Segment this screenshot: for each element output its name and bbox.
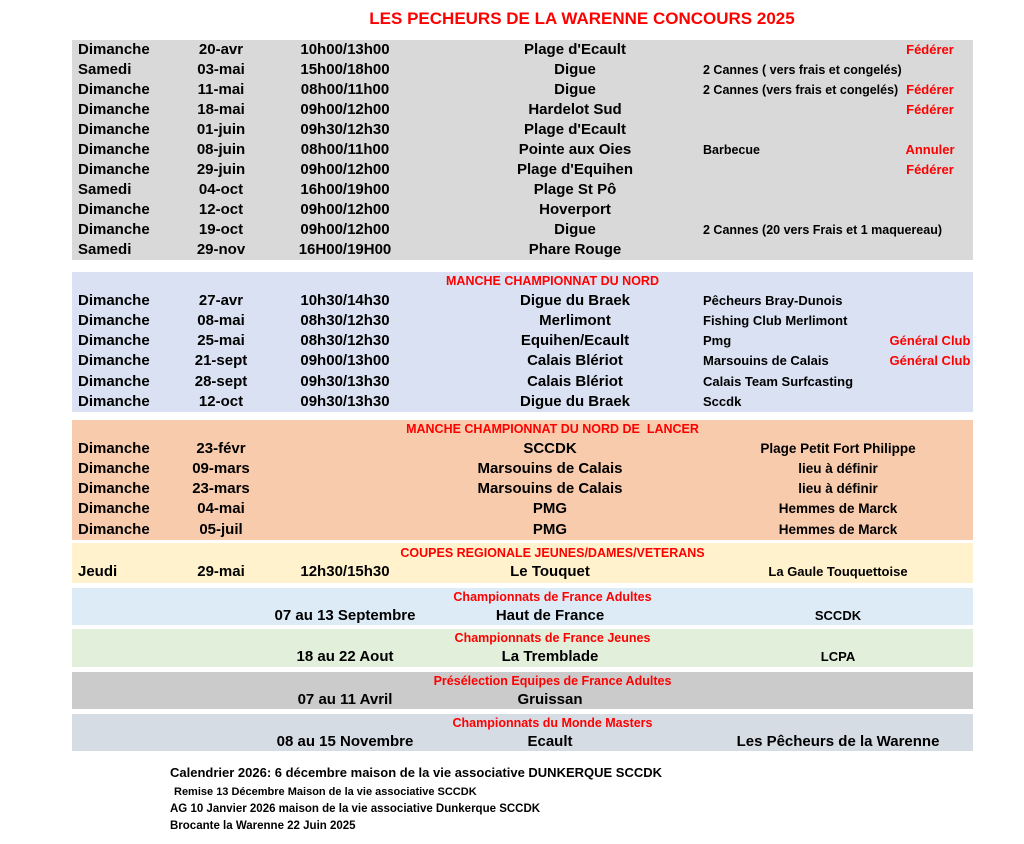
day-cell: Dimanche (78, 101, 150, 118)
time-cell: 08h00/11h00 (300, 81, 390, 98)
page-title: LES PECHEURS DE LA WARENNE CONCOURS 2025 (369, 9, 795, 28)
time-cell: 08h30/12h30 (300, 332, 390, 349)
location-cell: Hemmes de Marck (778, 501, 898, 517)
date-cell: 11-mai (197, 81, 245, 98)
table-row (72, 392, 973, 412)
table-row (72, 372, 973, 392)
table-row (72, 499, 973, 519)
date-cell: 09-mars (192, 459, 250, 477)
day-cell: Samedi (78, 61, 132, 78)
organizer-cell: PMG (532, 520, 568, 538)
table-row (72, 220, 973, 240)
date-cell: 21-sept (194, 352, 248, 370)
day-cell: Jeudi (78, 563, 118, 581)
table-row (72, 520, 973, 540)
day-cell: Dimanche (78, 121, 150, 138)
time-cell: 09h30/12h30 (300, 121, 390, 138)
section-france-adultes (72, 588, 973, 625)
status-cell: Annuler (905, 142, 955, 157)
time-cell: 08h30/12h30 (300, 311, 390, 329)
time-cell: 12h30/15h30 (300, 563, 390, 581)
date-cell: 08-mai (197, 311, 245, 329)
table-row (72, 80, 973, 100)
table-row (72, 140, 973, 160)
club-cell: SCCDK (814, 608, 862, 623)
footer-note-remise: Remise 13 Décembre Maison de la vie associative SCCDK (174, 786, 477, 798)
table-row (72, 240, 973, 260)
organizer-cell: PMG (532, 500, 568, 518)
table-row (72, 311, 973, 331)
date-cell: 08-juin (196, 141, 246, 158)
date-cell: 01-juin (196, 121, 246, 138)
day-cell: Samedi (78, 241, 132, 258)
place-cell: Haut de France (495, 607, 605, 624)
table-row (72, 60, 973, 80)
day-cell: Dimanche (78, 439, 150, 457)
section-header: Championnats du Monde Masters (452, 716, 653, 730)
place-cell: Digue du Braek (519, 392, 631, 410)
date-cell: 27-avr (198, 291, 244, 309)
club-cell: LCPA (820, 649, 856, 664)
day-cell: Dimanche (78, 221, 150, 238)
status-cell: Fédérer (906, 102, 954, 117)
day-cell: Dimanche (78, 291, 150, 309)
location-cell: lieu à définir (798, 481, 878, 497)
date-range-cell: 07 au 11 Avril (297, 691, 393, 708)
day-cell: Samedi (78, 181, 132, 198)
organizer-cell: SCCDK (523, 439, 577, 457)
club-cell: La Gaule Touquettoise (768, 564, 908, 580)
place-cell: Phare Rouge (528, 241, 622, 258)
table-row (72, 120, 973, 140)
place-cell: Pointe aux Oies (518, 141, 632, 158)
club-cell: Les Pêcheurs de la Warenne (736, 733, 940, 750)
time-cell: 09h30/13h30 (300, 372, 390, 390)
date-cell: 04-oct (198, 181, 244, 198)
table-row (72, 479, 973, 499)
day-cell: Dimanche (78, 352, 150, 370)
date-cell: 23-mars (192, 480, 250, 498)
place-cell: Gruissan (517, 691, 583, 708)
club-cell: Marsouins de Calais (703, 353, 829, 369)
footer-note-calendrier: Calendrier 2026: 6 décembre maison de la vie associative DUNKERQUE SCCDK (170, 765, 663, 780)
place-cell: Hoverport (539, 201, 611, 218)
section-preselection (72, 672, 973, 709)
time-cell: 15h00/18h00 (300, 61, 390, 78)
section-championnat-nord-lancer (72, 420, 973, 540)
location-cell: Hemmes de Marck (778, 521, 898, 537)
date-range-cell: 08 au 15 Novembre (276, 733, 414, 750)
date-cell: 04-mai (197, 500, 245, 518)
status-cell: Fédérer (906, 162, 954, 177)
table-row (72, 160, 973, 180)
date-cell: 05-juil (199, 520, 243, 538)
time-cell: 10h00/13h00 (300, 41, 390, 58)
section-header: Championnats de France Jeunes (454, 631, 651, 645)
day-cell: Dimanche (78, 332, 150, 349)
date-cell: 19-oct (198, 221, 244, 238)
date-cell: 03-mai (197, 61, 245, 78)
organizer-cell: Marsouins de Calais (477, 459, 623, 477)
table-row (72, 331, 973, 351)
day-cell: Dimanche (78, 392, 150, 410)
date-cell: 29-nov (196, 241, 246, 258)
club-cell: Sccdk (703, 393, 742, 409)
time-cell: 16H00/19H00 (298, 241, 392, 258)
place-cell: Calais Blériot (527, 372, 623, 390)
day-cell: Dimanche (78, 201, 150, 218)
section-header: Championnats de France Adultes (453, 590, 652, 604)
status-cell: Général Club (889, 353, 971, 369)
section-monde-masters (72, 714, 973, 751)
date-cell: 25-mai (197, 332, 245, 349)
date-cell: 28-sept (194, 372, 248, 390)
place-cell: Ecault (527, 733, 573, 750)
note-cell: 2 Cannes (20 vers Frais et 1 maquereau) (703, 223, 943, 237)
table-row (72, 439, 973, 459)
table-row (72, 351, 973, 371)
location-cell: Plage Petit Fort Philippe (760, 440, 916, 456)
table-row (72, 732, 973, 752)
section-coupes-regionale (72, 543, 973, 583)
table-row (72, 459, 973, 479)
date-cell: 29-mai (197, 563, 245, 581)
place-cell: Plage d'Equihen (516, 161, 634, 178)
place-cell: Plage d'Ecault (524, 41, 626, 58)
organizer-cell: Marsouins de Calais (477, 480, 623, 498)
footer-note-ag: AG 10 Janvier 2026 maison de la vie associative Dunkerque SCCDK (170, 803, 541, 815)
club-cell: Pmg (703, 333, 732, 348)
place-cell: Plage d'Ecault (524, 121, 626, 138)
place-cell: Digue (554, 61, 596, 78)
day-cell: Dimanche (78, 311, 150, 329)
place-cell: Equihen/Ecault (520, 332, 630, 349)
time-cell: 09h00/12h00 (300, 161, 390, 178)
time-cell: 10h30/14h30 (300, 291, 390, 309)
date-cell: 20-avr (198, 41, 244, 58)
table-row (72, 200, 973, 220)
date-range-cell: 18 au 22 Aout (296, 648, 394, 665)
section-concours (72, 40, 973, 260)
place-cell: Merlimont (539, 311, 611, 329)
place-cell: Hardelot Sud (528, 101, 622, 118)
place-cell: Digue (554, 81, 596, 98)
time-cell: 08h00/11h00 (300, 141, 390, 158)
section-header: COUPES REGIONALE JEUNES/DAMES/VETERANS (400, 545, 705, 560)
table-row (72, 291, 973, 311)
table-row (72, 180, 973, 200)
day-cell: Dimanche (78, 520, 150, 538)
time-cell: 09h00/13h00 (300, 352, 390, 370)
note-cell: 2 Cannes (vers frais et congelés) (703, 83, 899, 97)
section-header: Présélection Equipes de France Adultes (433, 674, 672, 688)
day-cell: Dimanche (78, 161, 150, 178)
date-cell: 12-oct (198, 201, 244, 218)
date-cell: 23-févr (196, 439, 246, 457)
time-cell: 09h00/12h00 (300, 101, 390, 118)
club-cell: Fishing Club Merlimont (703, 312, 848, 328)
day-cell: Dimanche (78, 500, 150, 518)
club-cell: Pêcheurs Bray-Dunois (703, 292, 843, 308)
section-france-jeunes (72, 629, 973, 667)
time-cell: 09h00/12h00 (300, 221, 390, 238)
note-cell: Barbecue (703, 143, 760, 157)
date-cell: 12-oct (198, 392, 244, 410)
day-cell: Dimanche (78, 459, 150, 477)
table-row (72, 606, 973, 626)
status-cell: Fédérer (906, 42, 954, 57)
day-cell: Dimanche (78, 141, 150, 158)
note-cell: 2 Cannes ( vers frais et congelés) (703, 63, 902, 77)
status-cell: Fédérer (906, 82, 954, 97)
time-cell: 16h00/19h00 (300, 181, 390, 198)
table-row (72, 40, 973, 60)
table-row (72, 562, 973, 582)
time-cell: 09h30/13h30 (300, 392, 390, 410)
table-row (72, 647, 973, 667)
table-row (72, 690, 973, 710)
section-header: MANCHE CHAMPIONNAT DU NORD (446, 274, 659, 289)
status-cell: Général Club (889, 333, 971, 348)
place-cell: Calais Blériot (527, 352, 623, 370)
time-cell: 09h00/12h00 (300, 201, 390, 218)
date-range-cell: 07 au 13 Septembre (274, 607, 416, 624)
place-cell: Le Touquet (510, 563, 590, 581)
table-row (72, 100, 973, 120)
place-cell: Digue (554, 221, 596, 238)
place-cell: Digue du Braek (519, 291, 631, 309)
date-cell: 29-juin (196, 161, 246, 178)
location-cell: lieu à définir (798, 460, 878, 476)
day-cell: Dimanche (78, 372, 150, 390)
day-cell: Dimanche (78, 81, 150, 98)
place-cell: La Tremblade (501, 648, 599, 665)
footer-note-brocante: Brocante la Warenne 22 Juin 2025 (170, 820, 356, 832)
club-cell: Calais Team Surfcasting (703, 373, 854, 389)
day-cell: Dimanche (78, 480, 150, 498)
section-championnat-nord (72, 272, 973, 412)
section-header: MANCHE CHAMPIONNAT DU NORD DE LANCER (406, 422, 699, 437)
day-cell: Dimanche (78, 41, 150, 58)
date-cell: 18-mai (197, 101, 245, 118)
place-cell: Plage St Pô (533, 181, 617, 198)
